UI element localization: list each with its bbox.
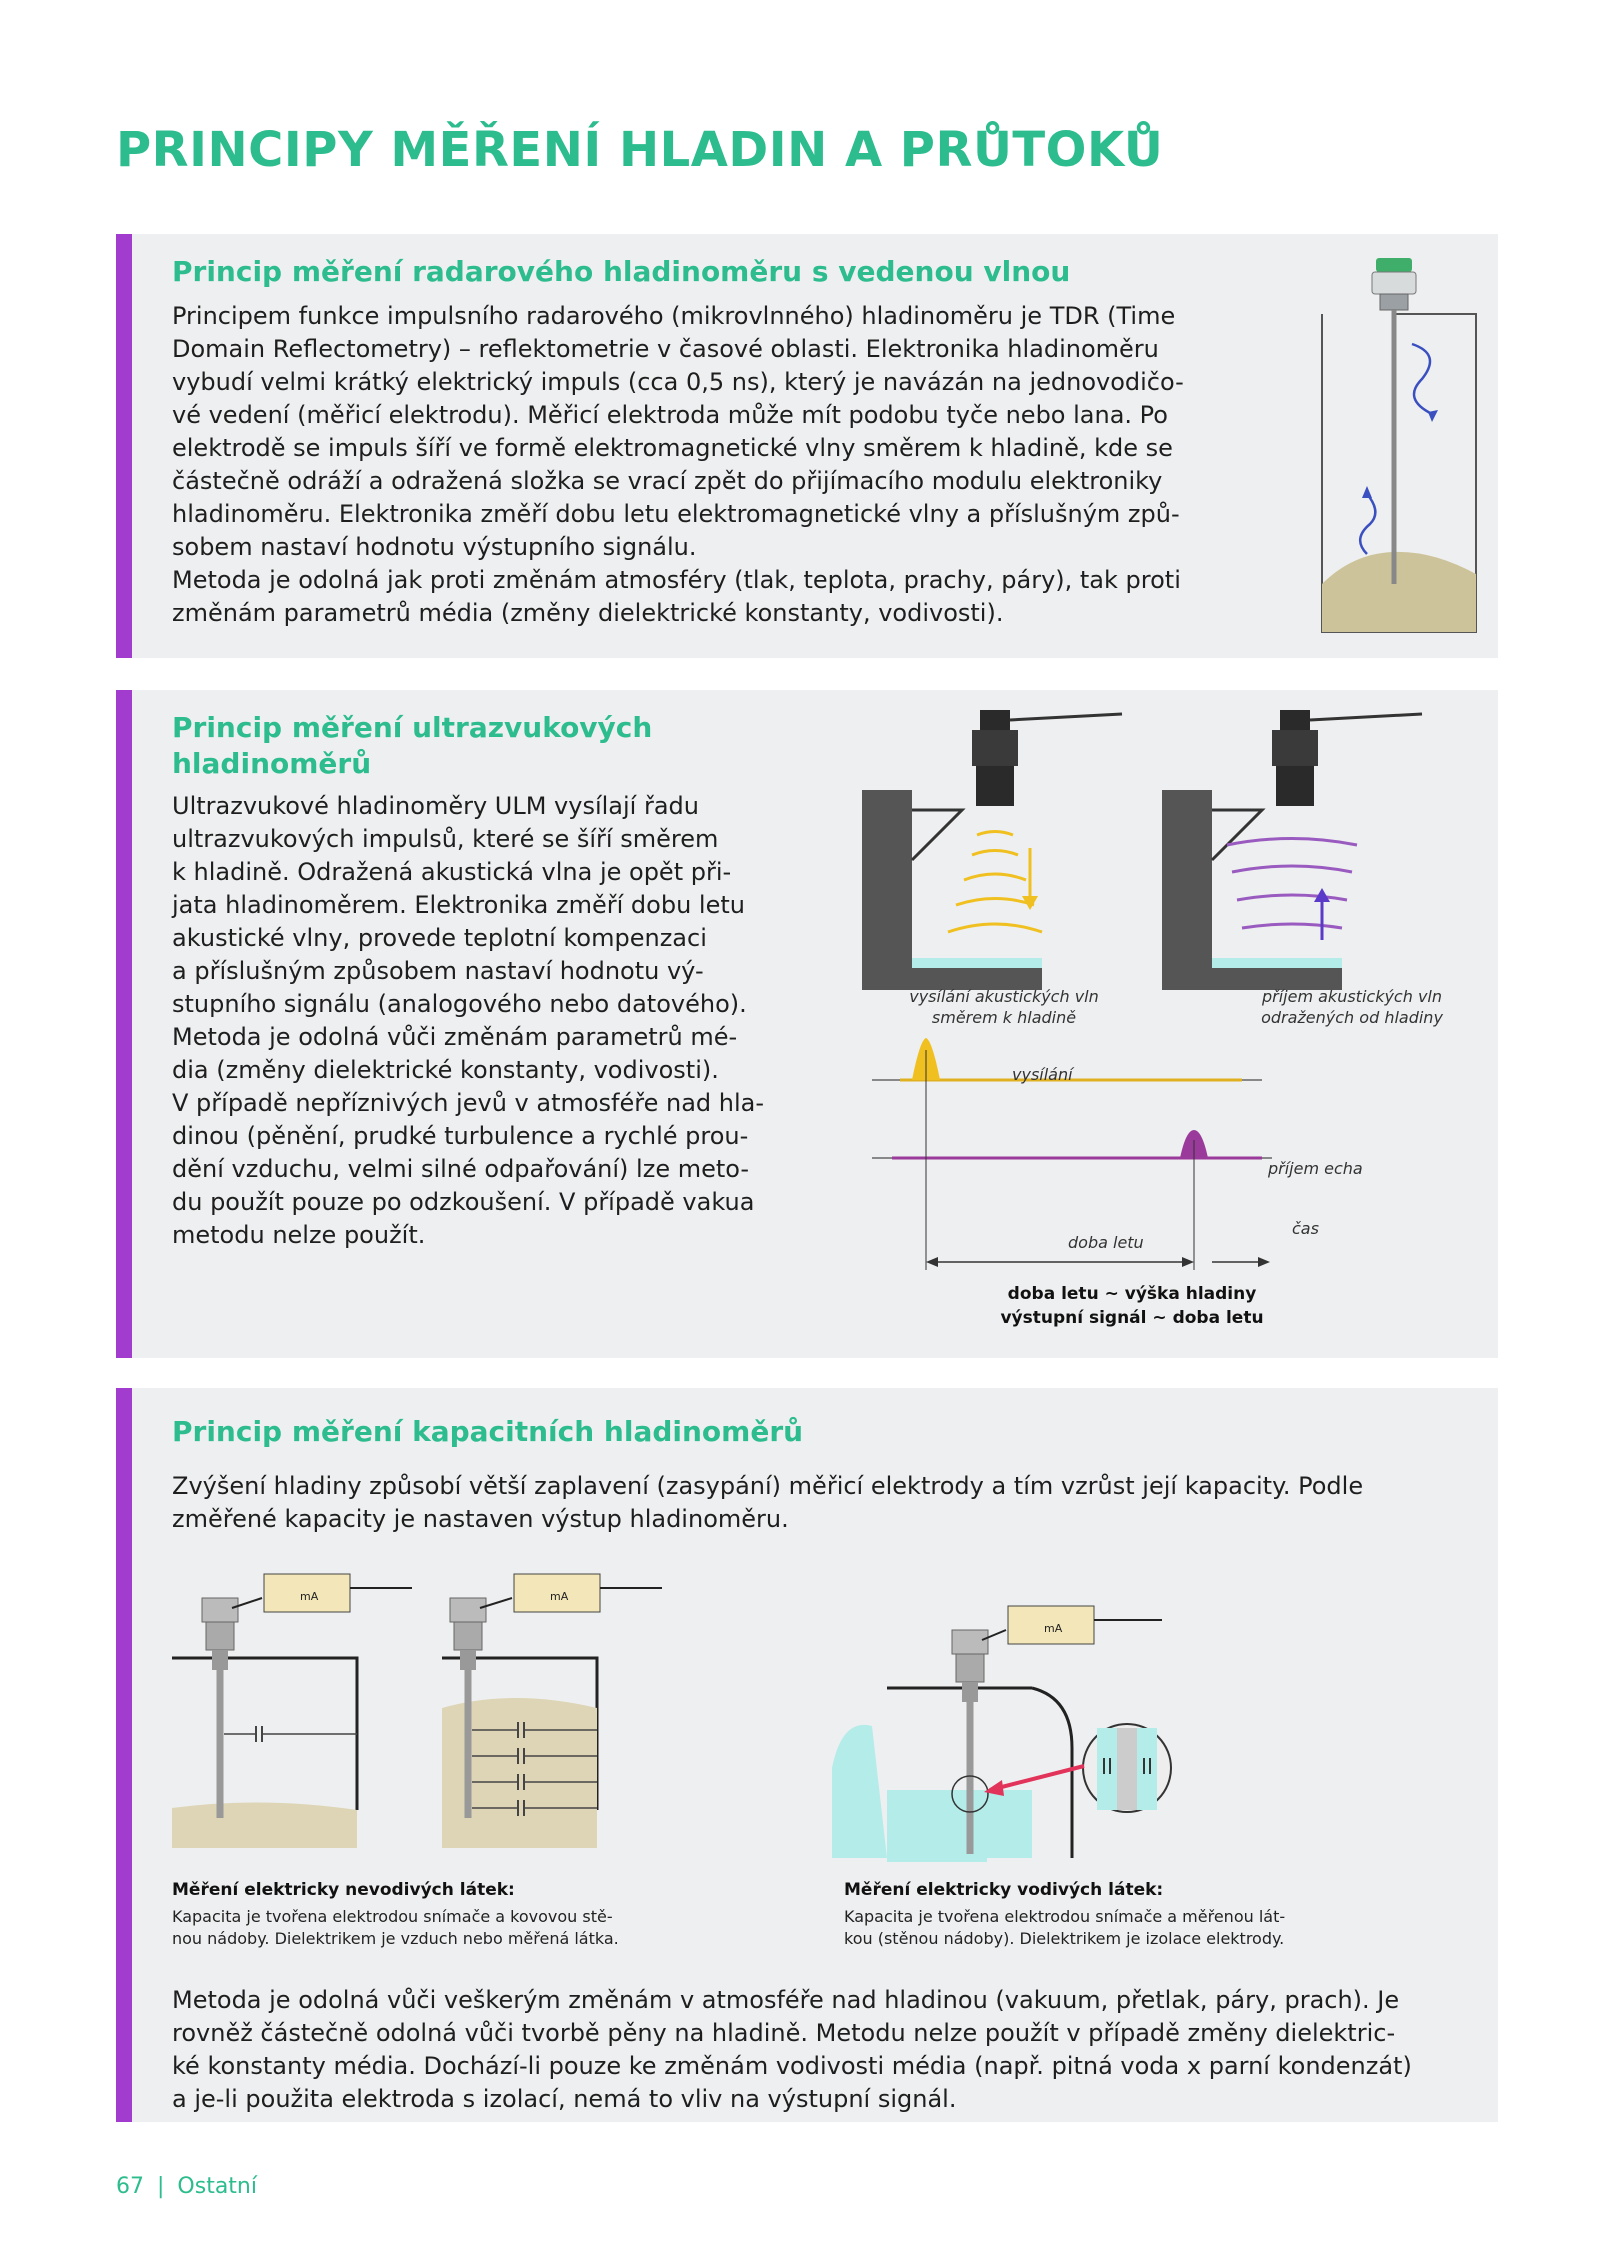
caption-send: vysílání akustických vln směrem k hladině	[909, 987, 1099, 1027]
section-radar	[116, 234, 1498, 658]
conductive-title: Měření elektricky vodivých látek:	[844, 1880, 1164, 1900]
label-echo: příjem echa	[1268, 1159, 1363, 1178]
label-time: čas	[1292, 1219, 1319, 1238]
ultrasonic-diagrams	[822, 710, 1482, 1350]
conductive-text: Kapacita je tvořena elektrodou snímače a měřenou lát- kou (stěnou nádoby). Dielektrikem je izolace elektrody.	[844, 1907, 1286, 1948]
nonconductive-title: Měření elektricky nevodivých látek:	[172, 1880, 515, 1900]
radar-heading: Princip měření radarového hladinoměru s vedenou vlnou	[172, 255, 1071, 288]
ultrasonic-paragraph: Ultrazvukové hladinoměry ULM vysílají řadu ultrazvukových impulsů, které se šíří směrem k hladině. Odražená akustická vlna je opět při- jata hladinoměrem. Elektronika změří dobu letu akustické vlny, provede teplotní kompenzaci a příslušným způsobem nastaví hodnotu vý- stupního signálu (analogového nebo datového). Metoda je odolná vůči změnám parametrů mé- dia (změny dielektrické konstanty, vodivosti). V případě nepříznivých jevů v atmosféře nad hla- dinou (pěnění, prudké turbulence a rychlé prou- dění vzduchu, velmi silné odpařování) lze meto- du použít pouze po odzkoušení. V případě vakua metodu nelze použít.	[172, 792, 765, 1249]
timing-summary: doba letu ~ výška hladiny výstupní signál ~ doba letu	[1000, 1284, 1264, 1328]
cap-diagram-conductive	[832, 1606, 1171, 1862]
cap-diagram-filled	[442, 1574, 662, 1848]
radar-paragraph: Principem funkce impulsního radarového (mikrovlnného) hladinoměru je TDR (Time Domain Reflectometry) – reflektometrie v časové oblasti. Elektronika hladinoměru vybudí velmi krátký elektrický impuls (cca 0,5 ns), který je navázán na jednovodičo- vé vedení (měřicí elektrodu). Měřicí elektroda může mít podobu tyče nebo lana. Po elektrodě se impuls šíří ve formě elektromagnetické vlny směrem k hladině, kde se částečně odráží a odražená složka se vrací zpět do přijímacího modulu elektroniky hladinoměru. Elektronika změří dobu letu elektromagnetické vlny a příslušným způ- sobem nastaví hodnotu výstupního signálu. Metoda je odolná jak proti změnám atmosféry (tlak, teplota, prachy, páry), tak proti změnám parametrů média (změny dielektrické konstanty, vodivosti).	[172, 302, 1184, 627]
radar-diagram	[1312, 254, 1492, 654]
page-footer: 67 | Ostatní	[116, 2174, 257, 2199]
svg-text:mA: mA	[300, 1590, 319, 1603]
svg-text:mA: mA	[1044, 1622, 1063, 1635]
caption-receive: příjem akustických vln odražených od hladiny	[1261, 987, 1443, 1027]
section-ultrasonic	[116, 690, 1498, 1358]
capacitive-diagrams	[172, 1558, 1432, 1876]
svg-text:mA: mA	[550, 1590, 569, 1603]
tank-send	[862, 710, 1122, 990]
page-number: 67	[116, 2174, 144, 2199]
footer-section: Ostatní	[177, 2174, 257, 2199]
cap-diagram-empty	[172, 1574, 412, 1848]
nonconductive-text: Kapacita je tvořena elektrodou snímače a kovovou stě- nou nádoby. Dielektrikem je vzduch nebo měřená látka.	[172, 1907, 619, 1948]
section-capacitive	[116, 1388, 1498, 2122]
capacitive-intro: Zvýšení hladiny způsobí větší zaplavení (zasypání) měřicí elektrody a tím vzrůst její kapacity. Podle změřené kapacity je nastaven výstup hladinoměru.	[172, 1472, 1364, 1533]
ultrasonic-heading: Princip měření ultrazvukových hladinoměrů	[172, 711, 653, 780]
capacitive-outro: Metoda je odolná vůči veškerým změnám v atmosféře nad hladinou (vakuum, přetlak, páry, prach). Je rovněž částečně odolná vůči tvorbě pěny na hladině. Metodu nelze použít v případě změny dielektric- ké konstanty média. Dochází-li pouze ke změnám vodivosti média (např. pitná voda x parní kondenzát) a je-li použita elektroda s izolací, nemá to vliv na výstupní signál.	[172, 1986, 1412, 2113]
label-send: vysílání	[1012, 1065, 1073, 1084]
capacitive-heading: Princip měření kapacitních hladinoměrů	[172, 1415, 804, 1448]
tank-receive	[1162, 710, 1422, 990]
page-title: PRINCIPY MĚŘENÍ HLADIN A PRŮTOKŮ	[116, 122, 1164, 178]
label-duration: doba letu	[1068, 1233, 1144, 1252]
